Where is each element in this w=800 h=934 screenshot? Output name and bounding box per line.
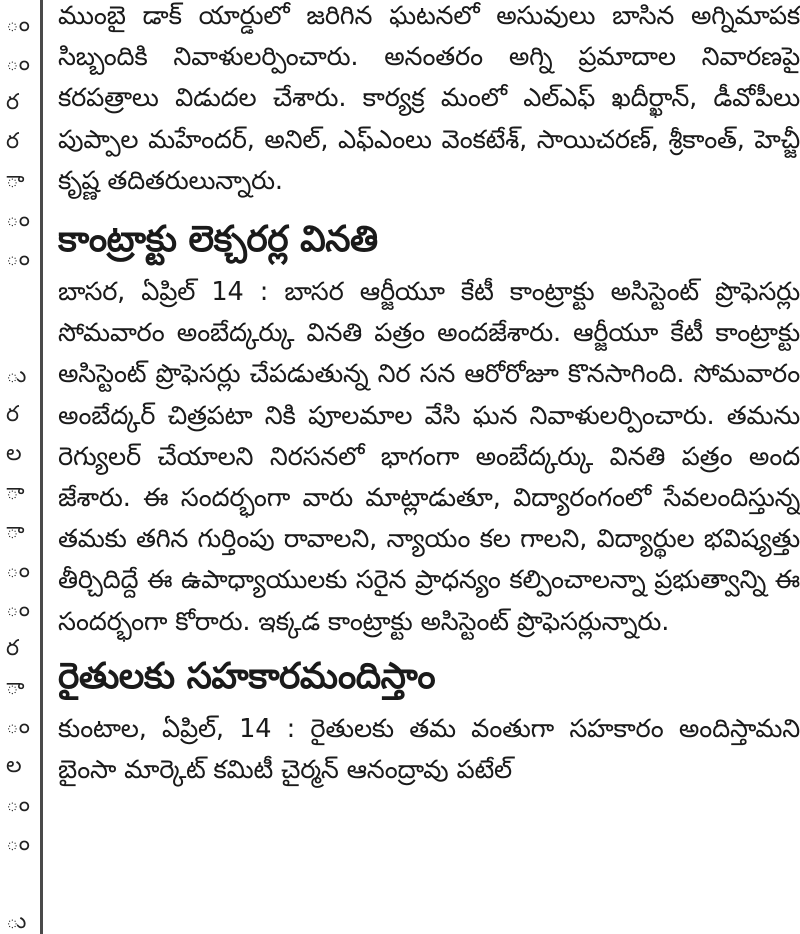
strip-glyph: ల	[6, 443, 22, 465]
news-column	[58, 0, 800, 791]
strip-glyph: ం	[6, 14, 30, 36]
strip-glyph: ం	[6, 794, 30, 816]
column-divider	[40, 0, 43, 934]
strip-glyph: ర	[6, 92, 20, 114]
strip-glyph: ర	[6, 638, 20, 660]
strip-glyph: ా	[6, 170, 25, 192]
strip-glyph: ం	[6, 599, 30, 621]
strip-glyph: ర	[6, 131, 20, 153]
strip-glyph: ం	[6, 833, 30, 855]
strip-glyph: ా	[6, 521, 25, 543]
strip-glyph: ల	[6, 755, 22, 777]
adjacent-column-fragment	[0, 0, 38, 934]
strip-glyph: ర	[6, 404, 20, 426]
strip-glyph: ు	[6, 911, 27, 933]
strip-glyph: ా	[6, 677, 25, 699]
article-contract-lecturers-paragraph: బాసర, ఏప్రిల్ 14 : బాసర ఆర్జీయూ కేటీ కాంట్రాక్టు అసిస్టెంట్ ప్రొఫెసర్లు సోమవారం అంబేద్కర్కు వినతి పత్రం అందజేశారు. ఆర్జీయూ కేటీ కాంట్రాక్టు అసిస్టెంట్ ప్రొఫెసర్లు చేపడుతున్న నిర సన ఆరోరోజూ కొనసాగింది. సోమవారం అంబేద్కర్ చిత్రపటా నికి పూలమాల వేసి ఘన నివాళులర్పించారు. తమను రెగ్యులర్ చేయాలని నిరసనలో భాగంగా అంబేద్కర్కు వినతి పత్రం అంద జేశారు. ఈ సందర్భంగా వారు మాట్లాడుతూ, విద్యారంగంలో సేవలందిస్తున్న తమకు తగిన గుర్తింపు రావాలని, న్యాయం కల గాలని, విద్యార్థుల భవిష్యత్తు తీర్చిదిద్దే ఈ ఉపాధ్యాయులకు సరైన ప్రాధన్యం కల్పించాలన్నా ప్రభుత్వాన్ని ఈ సందర్భంగా కోరారు. ఇక్కడ కాంట్రాక్టు అసిస్టెంట్ ప్రొఫెసర్లున్నారు.	[58, 277, 800, 637]
strip-glyph: ం	[6, 209, 30, 231]
strip-glyph: ం	[6, 53, 30, 75]
strip-glyph: ం	[6, 716, 30, 738]
strip-glyph: ా	[6, 482, 25, 504]
headline-support-to-farmers: రైతులకు సహకారమందిస్తాం	[58, 655, 436, 697]
strip-glyph: ం	[6, 248, 30, 270]
strip-glyph: ు	[6, 365, 27, 387]
headline-contract-lecturers-petition: కాంట్రాక్టు లెక్చరర్ల వినతి	[58, 219, 378, 261]
article-farmers-paragraph: కుంటాల, ఏప్రిల్, 14 : రైతులకు తమ వంతుగా సహకారం అందిస్తామని బైంసా మార్కెట్ కమిటీ చైర్మన్ ఆనంద్రావు పటేల్	[58, 713, 800, 786]
strip-glyph: ం	[6, 560, 30, 582]
article-continuation-paragraph: ముంబై డాక్ యార్డులో జరిగిన ఘటనలో అసువులు బాసిన అగ్నిమాపక సిబ్బందికి నివాళులర్పించారు. అనంతరం అగ్ని ప్రమాదాల నివారణపై కరపత్రాలు విడుదల చేశారు. కార్యక్ర మంలో ఎల్ఎఫ్ ఖదీర్ఖాన్, డీవోపీలు పుప్పాల మహేందర్, అనిల్, ఎఫ్ఎంలు వెంకటేశ్, సాయిచరణ్, శ్రీకాంత్, హెచ్జీ కృష్ణ తదితరులున్నారు.	[58, 1, 800, 196]
